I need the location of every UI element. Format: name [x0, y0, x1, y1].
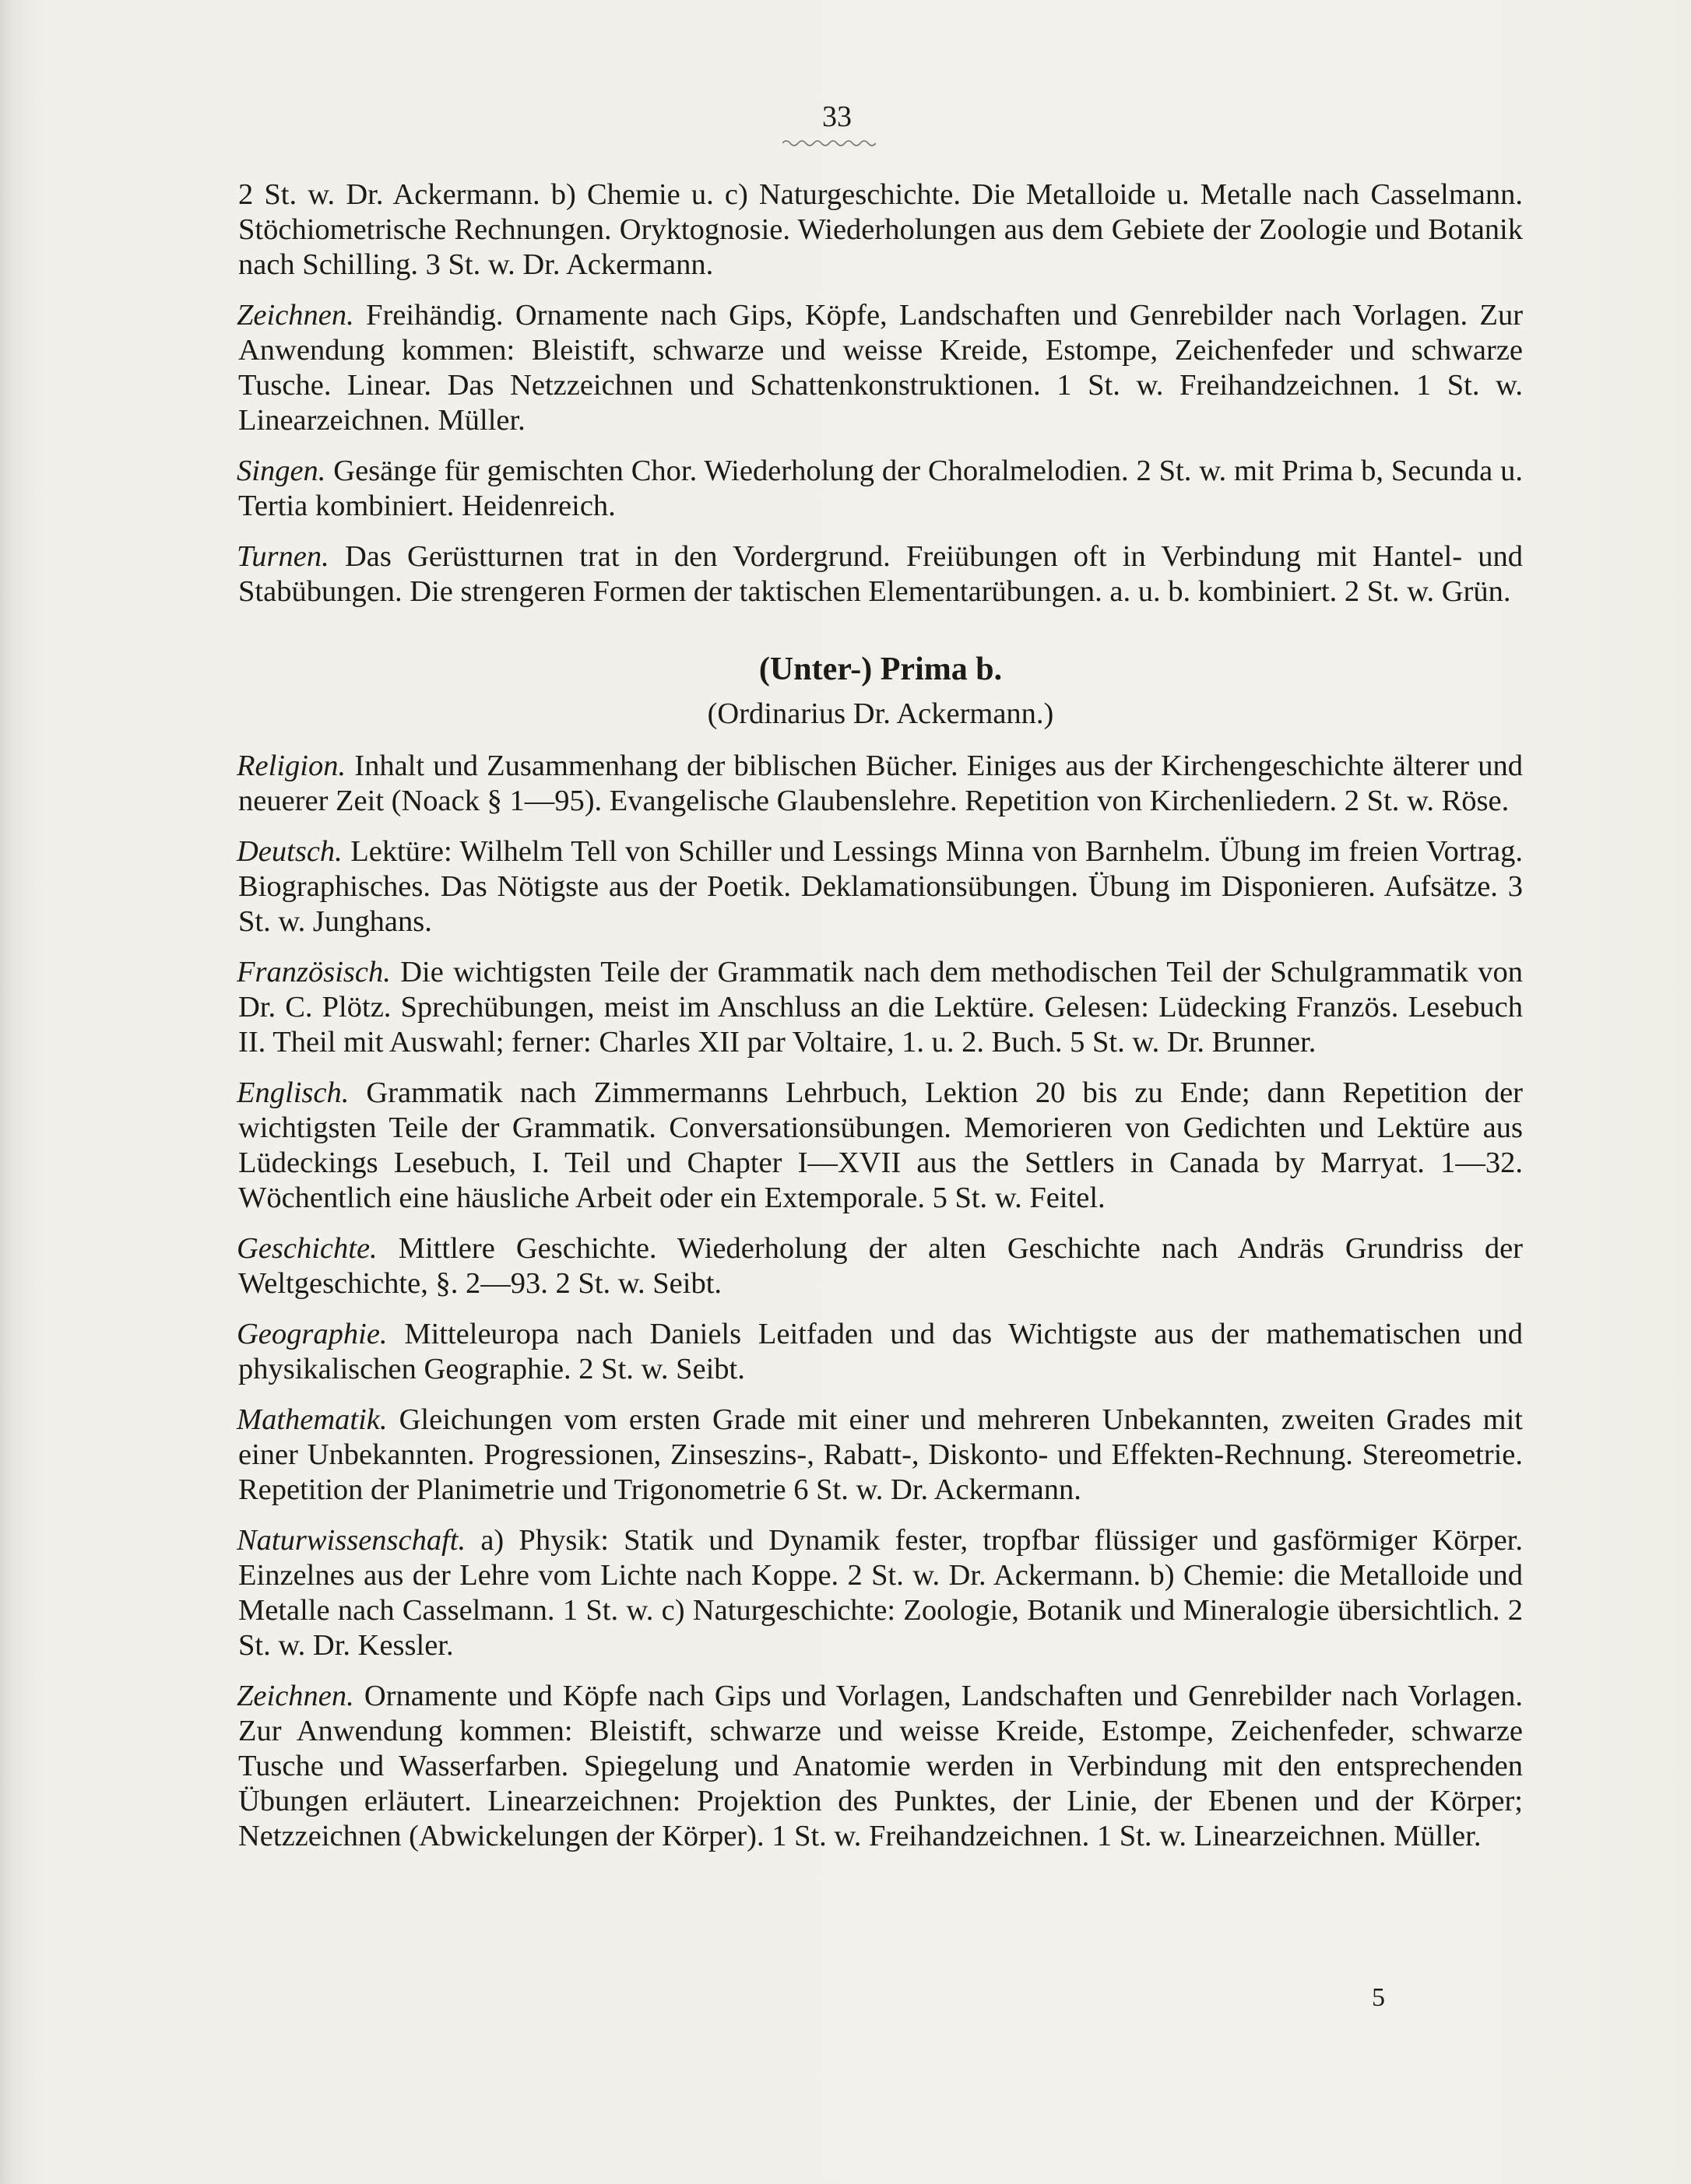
- subject-englisch: [238, 1076, 1523, 1216]
- subject-text: Gesänge für gemischten Chor. Wiederholung der Choralmelodien. 2 St. w. mit Prima b, Secunda u. Tertia kombiniert. Heidenreich.: [238, 455, 1523, 522]
- subject-naturwissenschaft: [238, 1523, 1523, 1663]
- subject-turnen: [238, 539, 1523, 609]
- sheet-signature-number: 5: [1372, 1983, 1385, 2012]
- subject-text: Mitteleuropa nach Daniels Leitfaden und das Wichtigste aus der mathematischen und physikalischen Geographie. 2 St. w. Seibt.: [238, 1318, 1524, 1385]
- subject-text: Mittlere Geschichte. Wiederholung der alten Geschichte nach Andräs Grundriss der Weltgeschichte, §. 2—93. 2 St. w. Seibt.: [238, 1232, 1524, 1300]
- subject-label: Turnen.: [237, 540, 329, 573]
- subject-text: Die wichtigsten Teile der Grammatik nach dem methodischen Teil der Schulgrammatik von Dr. C. Plötz. Sprechübungen, meist im Anschluss an die Lektüre. Gelesen: Lüdecking Französ. Lesebuch II. Theil mit Auswahl; ferner: Charles XII par Voltaire, 1. u. 2. Buch. 5 St. w. Dr. Brunner.: [238, 956, 1523, 1059]
- continuation-paragraph: 2 St. w. Dr. Ackermann. b) Chemie u. c) Naturgeschichte. Die Metalloide u. Metalle nach Casselmann. Stöchiometrische Rechnungen. Oryktognosie. Wiederholungen aus dem Gebiete der Zoologie und Botanik nach Schilling. 3 St. w. Dr. Ackermann.: [238, 178, 1523, 281]
- subject-text: Lektüre: Wilhelm Tell von Schiller und Lessings Minna von Barnhelm. Übung im freien Vortrag. Biographisches. Das Nötigste aus der Poetik. Deklamationsübungen. Übung im Disponieren. Aufsätze. 3 St. w. Junghans.: [238, 835, 1523, 938]
- section-title: (Unter-) Prima b.: [758, 651, 1003, 687]
- subject-singen: [238, 454, 1523, 524]
- subject-text: a) Physik: Statik und Dynamik fester, tropfbar flüssiger und gasförmiger Körper. Einzelnes aus der Lehre vom Lichte nach Koppe. 2 St. w. Dr. Ackermann. b) Chemie: die Metalloide und Metalle nach Casselmann. 1 St. w. c) Naturgeschichte: Zoologie, Botanik und Mineralogie übersichtlich. 2 St. w. Dr. Kessler.: [238, 1524, 1523, 1662]
- subject-label: Naturwissenschaft.: [237, 1524, 466, 1557]
- subject-text: Gleichungen vom ersten Grade mit einer und mehreren Unbekannten, zweiten Grades mit einer Unbekannten. Progressionen, Zinseszins-, Rabatt-, Diskonto- und Effekten-Rechnung. Stereometrie. Repetition der Planimetrie und Trigonometrie 6 St. w. Dr. Ackermann.: [238, 1403, 1524, 1506]
- section-subtitle: (Ordinarius Dr. Ackermann.): [707, 697, 1054, 730]
- subject-text: Freihändig. Ornamente nach Gips, Köpfe, Landschaften und Genrebilder nach Vorlagen. Zur Anwendung kommen: Bleistift, schwarze und weisse Kreide, Estompe, Zeichenfeder und schwarze Tusche. Linear. Das Netzzeichnen und Schattenkonstruktionen. 1 St. w. Freihandzeichnen. 1 St. w. Linearzeichnen. Müller.: [238, 299, 1524, 437]
- subject-deutsch: [238, 834, 1523, 939]
- subject-label: Zeichnen.: [237, 1680, 354, 1712]
- subject-text: Ornamente und Köpfe nach Gips und Vorlagen, Landschaften und Genrebilder nach Vorlagen. Zur Anwendung kommen: Bleistift, schwarze und weisse Kreide, Estompe, Zeichenfeder, schwarze Tusche und Wasserfarben. Spiegelung und Anatomie werden in Verbindung mit den entsprechenden Übungen erläutert. Linearzeichnen: Projektion des Punktes, der Linie, der Ebenen und der Körper; Netzzeichnen (Abwickelungen der Körper). 1 St. w. Freihandzeichnen. 1 St. w. Linearzeichnen. Müller.: [238, 1680, 1524, 1852]
- page-number: 33: [822, 100, 852, 133]
- subject-label: Geschichte.: [237, 1232, 378, 1265]
- subject-label: Religion.: [237, 750, 346, 782]
- subject-label: Französisch.: [237, 956, 391, 988]
- subject-geographie: [238, 1317, 1523, 1387]
- subject-text: Grammatik nach Zimmermanns Lehrbuch, Lektion 20 bis zu Ende; dann Repetition der wichtigsten Teile der Grammatik. Conversationsübungen. Memorieren von Gedichten und Lektüre aus Lüdeckings Lesebuch, I. Teil und Chapter I—XVII aus the Settlers in Canada by Marryat. 1—32. Wöchentlich eine häusliche Arbeit oder ein Extemporale. 5 St. w. Feitel.: [238, 1076, 1523, 1214]
- subject-label: Englisch.: [237, 1076, 350, 1109]
- subject-label: Zeichnen.: [237, 299, 354, 332]
- subject-geschichte: [238, 1231, 1523, 1301]
- subject-religion: [238, 749, 1523, 819]
- subject-franzoesisch: [238, 955, 1523, 1060]
- subject-zeichnen: [238, 1679, 1523, 1854]
- subject-zeichnen-upper: [238, 298, 1523, 438]
- subject-label: Singen.: [237, 455, 326, 487]
- subject-mathematik: [238, 1403, 1523, 1508]
- wavy-underline-ornament: [782, 139, 876, 148]
- document-body: [238, 177, 1523, 1870]
- subject-label: Mathematik.: [237, 1403, 388, 1436]
- subject-text: Das Gerüstturnen trat in den Vordergrund. Freiübungen oft in Verbindung mit Hantel- und Stabübungen. Die strengeren Formen der taktischen Elementarübungen. a. u. b. kombiniert. 2 St. w. Grün.: [238, 540, 1523, 608]
- subject-label: Geographie.: [237, 1318, 388, 1350]
- subject-label: Deutsch.: [237, 835, 343, 868]
- subject-text: Inhalt und Zusammenhang der biblischen Bücher. Einiges aus der Kirchengeschichte älterer und neuerer Zeit (Noack § 1—95). Evangelische Glaubenslehre. Repetition von Kirchenliedern. 2 St. w. Röse.: [238, 750, 1524, 817]
